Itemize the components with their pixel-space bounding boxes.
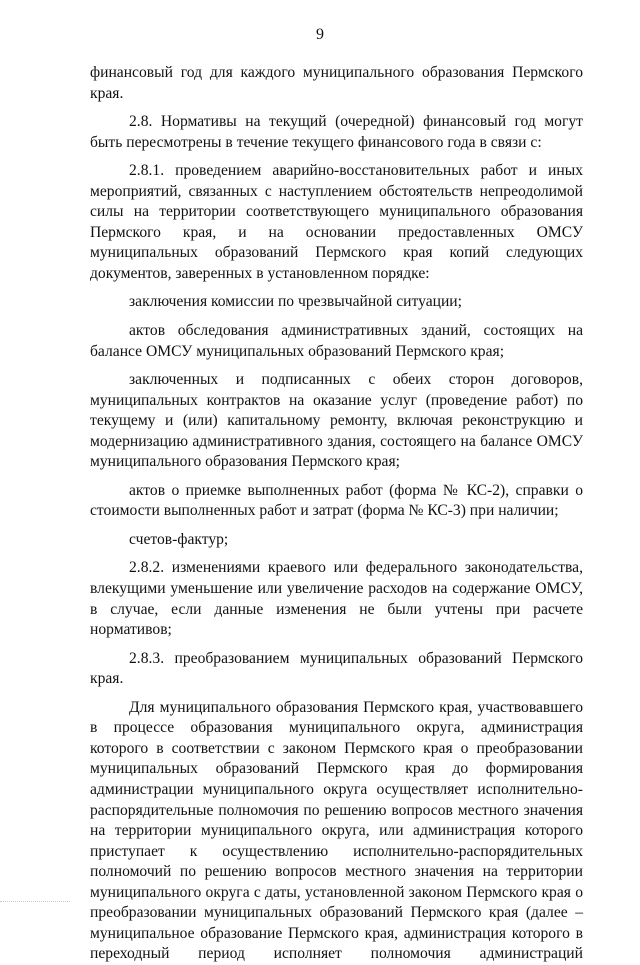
paragraph-2-8-2: 2.8.2. изменениями краевого или федерального законодательства, влекущими уменьшение или увеличение расходов на содержание ОМСУ, в случае, если данные изменения не были учтены при расчете нормативов;: [90, 559, 583, 639]
list-item-emergency-commission: заключения комиссии по чрезвычайной ситуации;: [129, 293, 462, 311]
list-item-contracts: заключенных и подписанных с обеих сторон договоров, муниципальных контрактов на оказание услуг (проведение работ) по текущему и (или) капитальному ремонту, включая реконструкцию и модернизацию административного здания, состоящего на балансе ОМСУ муниципального образования Пермского края;: [90, 371, 583, 471]
list-item-acceptance-acts: актов о приемке выполненных работ (форма № КС-2), справки о стоимости выполненных работ и затрат (форма № КС-3) при наличии;: [90, 481, 583, 520]
paragraph-transition-period: Для муниципального образования Пермского края, участвовавшего в процессе образования муниципального округа, администрация которого в соответствии с законом Пермского края о преобразовании муниципальных образований Пермского края до формирования администрации муниципального округа осуществляет исполнительно-распорядительные полномочия по решению вопросов местного значения на территории муниципального округа, или администрация которого приступает к осуществлению исполнительно-распорядительных полномочий по решению вопросов местного значения на территории муниципального округа с даты, установленной законом Пермского края о преобразовании муниципальных образований Пермского края (далее – муниципальное образование Пермского края, администрация которого в переходный период исполняет полномочия администраций: [90, 698, 583, 963]
page-number: 9: [316, 26, 324, 43]
paragraph-2-8: 2.8. Нормативы на текущий (очередной) финансовый год могут быть пересмотрены в течение текущего финансового года в связи с:: [90, 113, 583, 151]
list-item-inspection-acts: актов обследования административных зданий, состоящих на балансе ОМСУ муниципальных образований Пермского края;: [90, 322, 583, 360]
paragraph-continuation: финансовый год для каждого муниципального образования Пермского края.: [90, 64, 583, 102]
paragraph-2-8-1: 2.8.1. проведением аварийно-восстановительных работ и иных мероприятий, связанных с наступлением обстоятельств непреодолимой силы на территории соответствующего муниципального образования Пермского края, и на основании предоставленных ОМСУ муниципальных образований Пермского края копий следующих документов, заверенных в установленном порядке:: [90, 162, 583, 282]
paragraph-2-8-3: 2.8.3. преобразованием муниципальных образований Пермского края.: [90, 649, 583, 688]
scan-edge-mark: [0, 900, 70, 902]
document-body: [90, 63, 583, 965]
list-item-invoices: счетов-фактур;: [129, 530, 229, 548]
